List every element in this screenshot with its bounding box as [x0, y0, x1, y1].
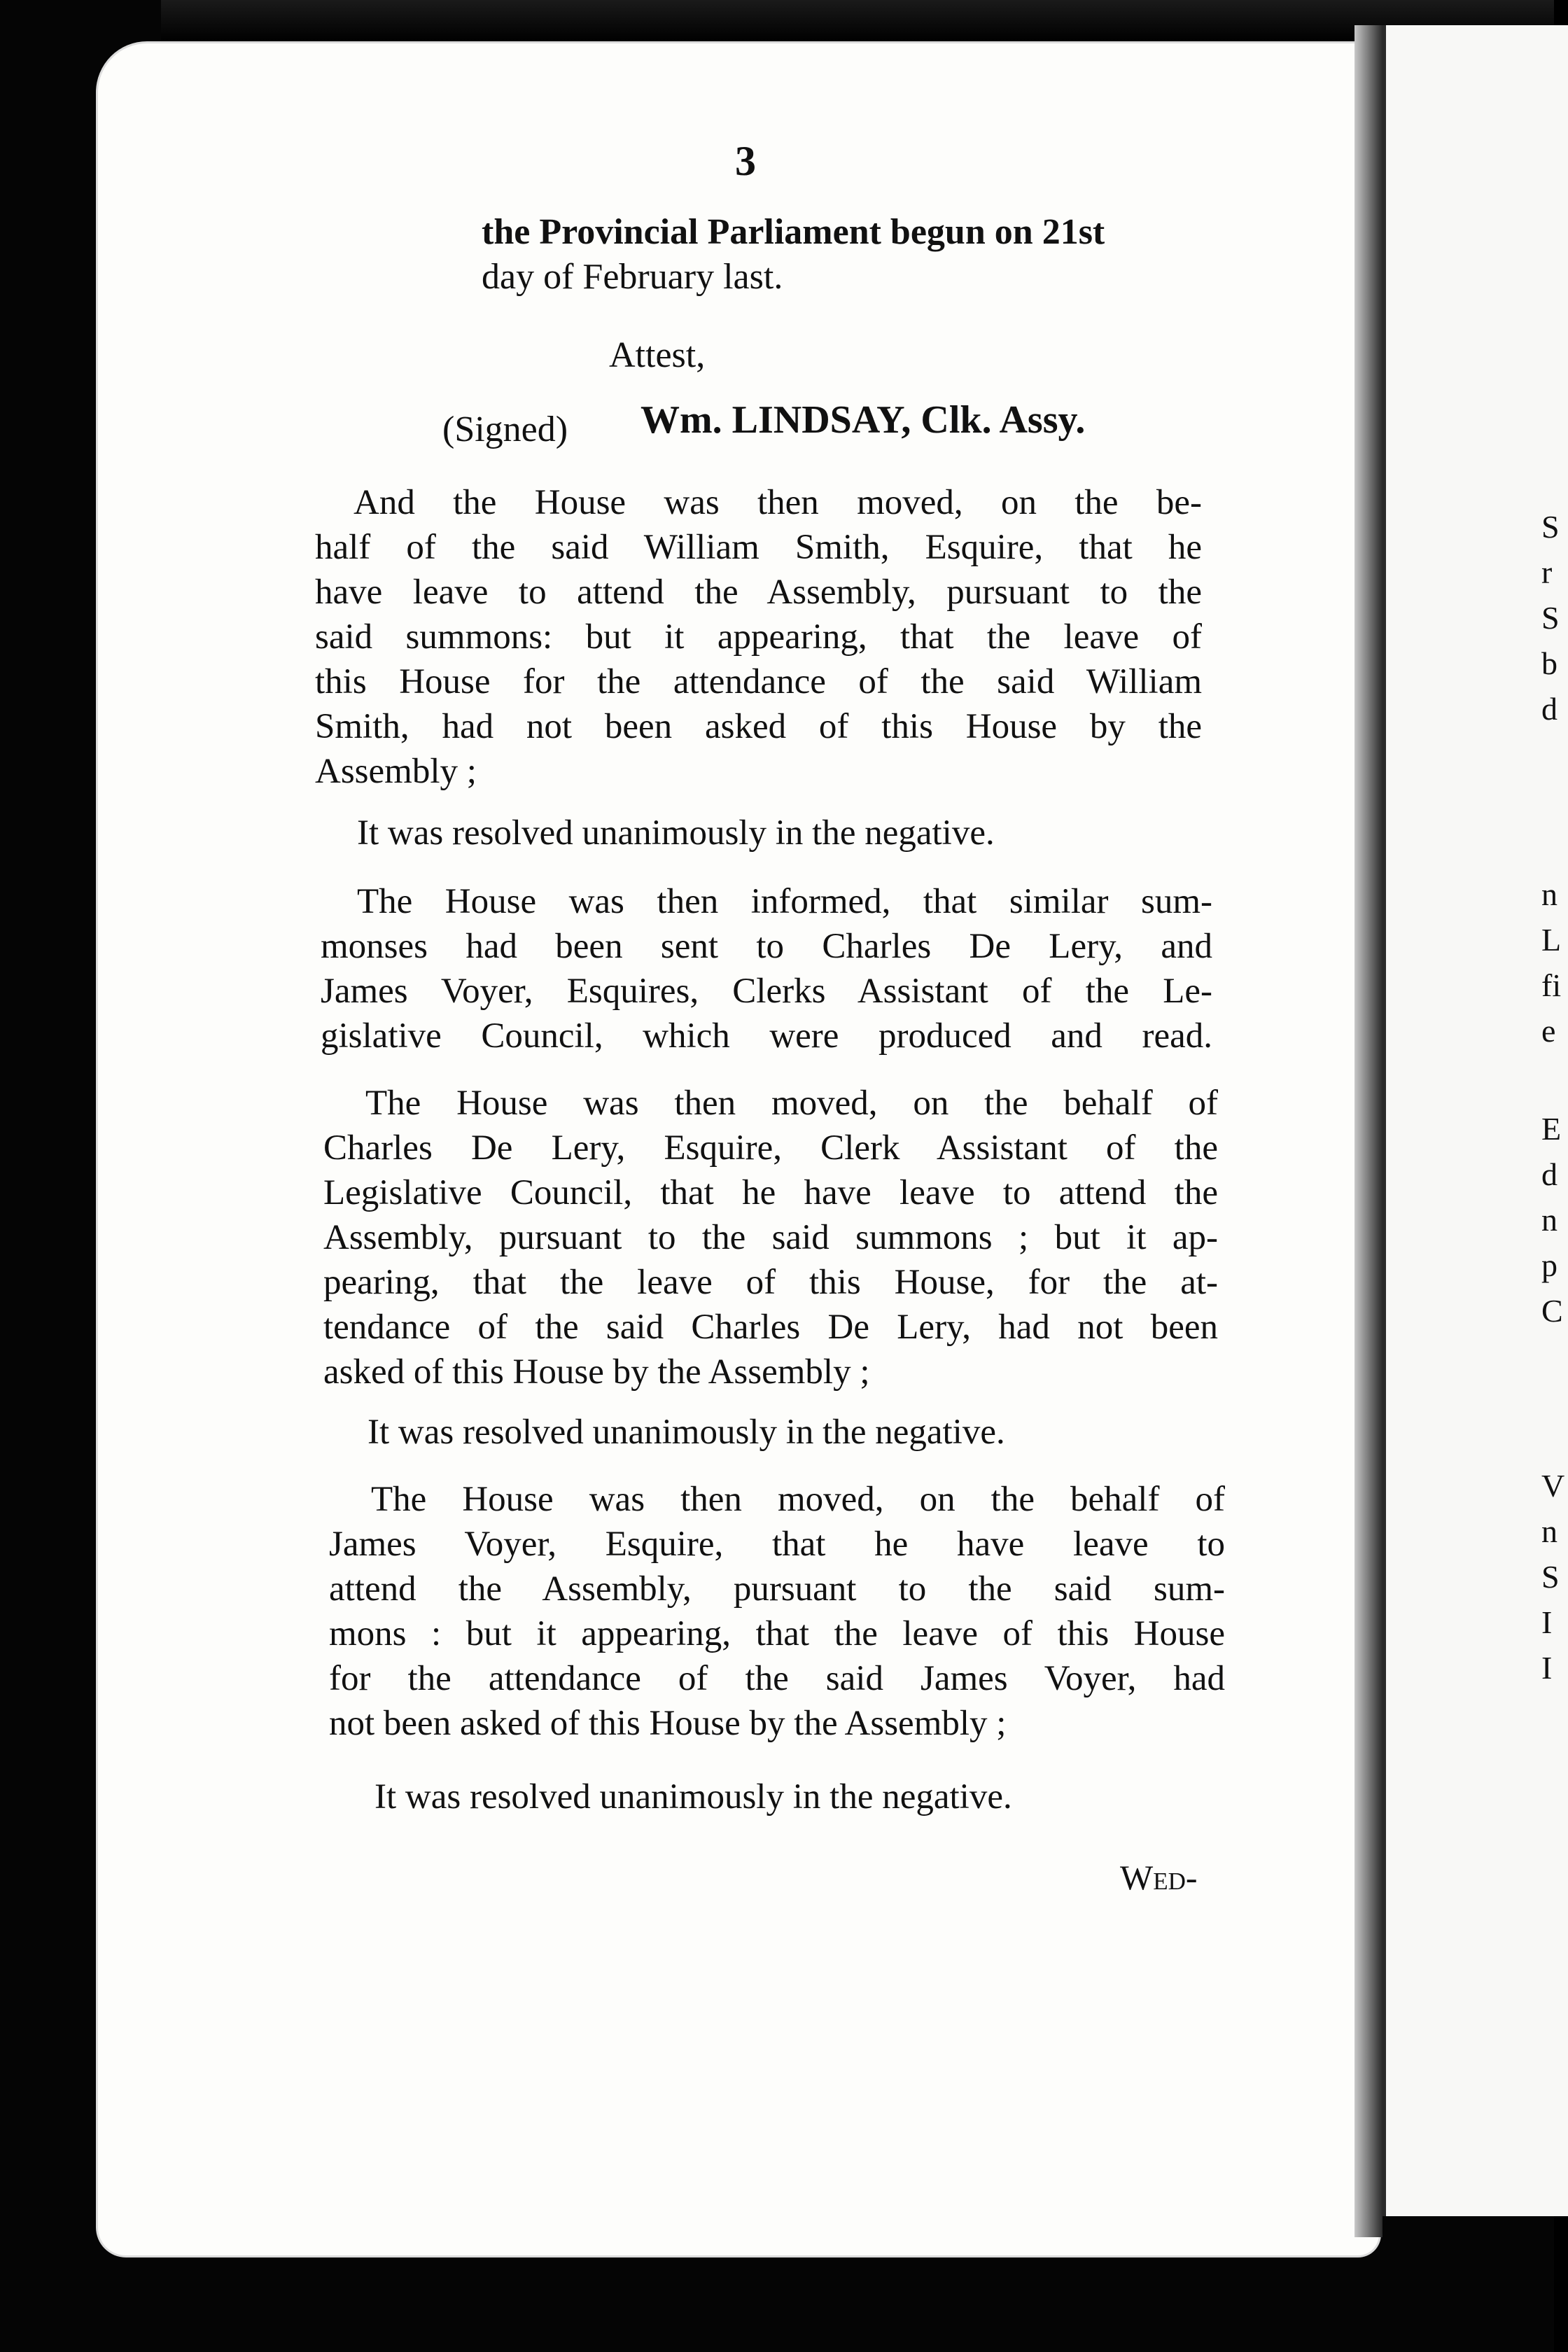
text-line: Assembly, pursuant to the said summons ; but it ap-: [323, 1218, 1218, 1257]
text-line: for the attendance of the said James Voyer, had: [329, 1659, 1225, 1698]
facing-page-fragment: d: [1541, 691, 1558, 727]
opening-line: day of February last.: [482, 257, 783, 297]
page-number: 3: [735, 138, 756, 184]
facing-page-fragment: I: [1541, 1604, 1553, 1640]
facing-page-fragment: V: [1541, 1468, 1565, 1504]
text-line: not been asked of this House by the Assembly ;: [329, 1704, 1007, 1743]
facing-page-fragment: E: [1541, 1111, 1562, 1147]
text-line: Legislative Council, that he have leave to attend the: [323, 1173, 1218, 1212]
facing-page-fragment: fi: [1541, 967, 1562, 1003]
facing-page-fragment: r: [1541, 554, 1553, 590]
facing-page-fragment: L: [1541, 922, 1562, 958]
facing-page-fragment: n: [1541, 1513, 1558, 1549]
text-line: said summons: but it appearing, that the leave of: [315, 617, 1202, 657]
facing-page-fragment: C: [1541, 1293, 1563, 1329]
resolution-line: It was resolved unanimously in the negative.: [374, 1777, 1012, 1816]
binding-edge: [161, 0, 1554, 42]
facing-page-fragment: p: [1541, 1247, 1558, 1283]
text-line: attend the Assembly, pursuant to the said sum-: [329, 1569, 1225, 1609]
signed-label: (Signed): [442, 410, 568, 449]
text-line: And the House was then moved, on the be-: [354, 483, 1202, 522]
text-line: this House for the attendance of the said William: [315, 662, 1202, 701]
text-line: monses had been sent to Charles De Lery, and: [321, 927, 1212, 966]
clerk-signature: Wm. LINDSAY, Clk. Assy.: [640, 398, 1086, 442]
page-gutter: [1354, 25, 1382, 2237]
text-line: Smith, had not been asked of this House by the: [315, 707, 1202, 746]
text-line: The House was then moved, on the behalf of: [365, 1084, 1218, 1123]
opening-line: the Provincial Parliament begun on 21st: [482, 212, 1105, 252]
text-line: Assembly ;: [315, 752, 477, 791]
text-line: asked of this House by the Assembly ;: [323, 1352, 870, 1392]
facing-page-fragment: b: [1541, 645, 1558, 681]
facing-page-fragment: S: [1541, 1559, 1560, 1595]
catchword: Wed-: [1120, 1858, 1198, 1897]
resolution-line: It was resolved unanimously in the negative.: [357, 813, 995, 853]
resolution-line: It was resolved unanimously in the negative.: [368, 1413, 1005, 1452]
text-line: pearing, that the leave of this House, for the at-: [323, 1263, 1218, 1302]
text-line: tendance of the said Charles De Lery, had not been: [323, 1308, 1218, 1347]
facing-page-fragment: n: [1541, 1202, 1558, 1238]
text-line: The House was then moved, on the behalf of: [371, 1480, 1225, 1519]
text-line: mons : but it appearing, that the leave of this House: [329, 1614, 1225, 1653]
attest-label: Attest,: [609, 335, 706, 375]
facing-page-fragment: S: [1541, 509, 1560, 545]
text-line: have leave to attend the Assembly, pursuant to the: [315, 573, 1202, 612]
text-line: The House was then informed, that similar sum-: [357, 882, 1212, 921]
text-line: James Voyer, Esquire, that he have leave to: [329, 1525, 1225, 1564]
facing-page-fragment: n: [1541, 876, 1558, 912]
facing-page-fragment: e: [1541, 1013, 1556, 1049]
text-line: gislative Council, which were produced and read.: [321, 1016, 1212, 1056]
facing-page-fragment: d: [1541, 1156, 1558, 1192]
facing-page-fragment: I: [1541, 1650, 1553, 1686]
facing-page-fragment: S: [1541, 600, 1560, 636]
text-line: half of the said William Smith, Esquire, that he: [315, 528, 1202, 567]
facing-page: [1372, 25, 1568, 2216]
text-line: Charles De Lery, Esquire, Clerk Assistant of the: [323, 1128, 1218, 1168]
text-line: James Voyer, Esquires, Clerks Assistant of the Le-: [321, 972, 1212, 1011]
